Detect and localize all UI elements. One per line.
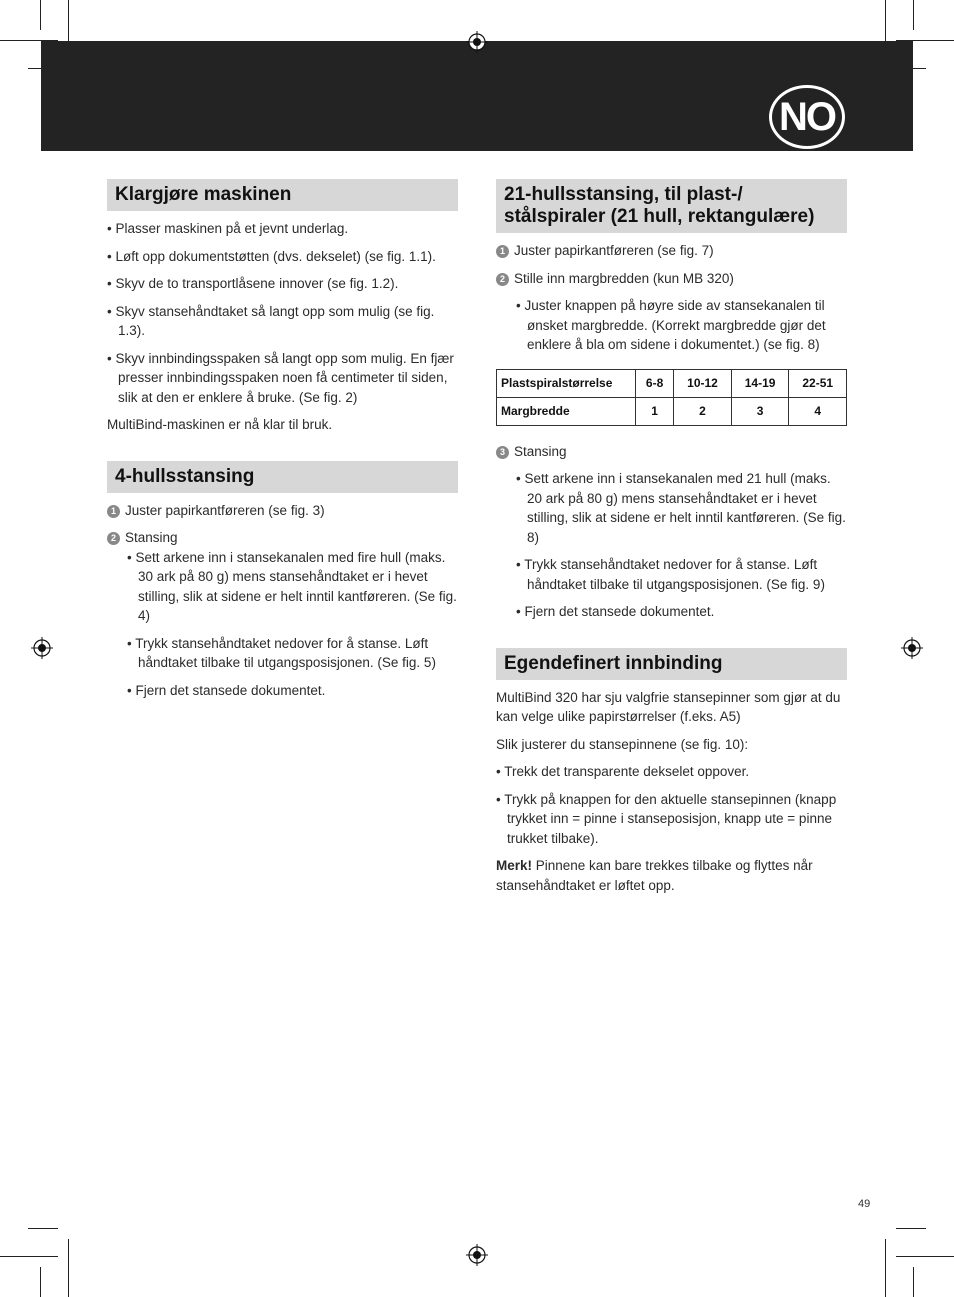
note-paragraph — [496, 856, 847, 895]
step-text: Juster papirkantføreren (se fig. 3) — [125, 502, 325, 518]
paragraph: Slik justerer du stansepinnene (se fig. 10): — [496, 736, 749, 752]
list-item: • Fjern det stansede dokumentet. — [127, 682, 326, 698]
list-item: • Skyv stansehåndtaket så langt opp som mulig (se fig. 1.3). — [107, 303, 435, 338]
step-text: Stansing — [125, 530, 178, 545]
paragraph: MultiBind 320 har sju valgfrie stansepinner som gjør at du kan velge ulike papirstørrelser (f.eks. A5) — [496, 689, 841, 724]
registration-mark-icon — [466, 1244, 488, 1266]
registration-mark-icon — [31, 637, 53, 659]
crop-mark — [913, 0, 914, 30]
crop-mark — [896, 40, 954, 41]
section-heading: Klargjøre maskinen — [107, 179, 458, 211]
table-cell: 22-51 — [789, 369, 847, 397]
language-code: NO — [779, 94, 835, 139]
table-cell: 1 — [636, 397, 674, 425]
registration-mark-icon — [466, 31, 488, 53]
list-item: • Skyv de to transportlåsene innover (se fig. 1.2). — [107, 276, 399, 291]
crop-mark — [896, 68, 926, 69]
section-heading: Egendefinert innbinding — [496, 648, 847, 680]
crop-mark — [0, 1256, 58, 1257]
table-cell: 14-19 — [731, 369, 789, 397]
step-item — [107, 501, 458, 521]
paragraph: MultiBind-maskinen er nå klar til bruk. — [107, 417, 333, 432]
list-item: • Løft opp dokumentstøtten (dvs. dekselet) (se fig. 1.1). — [107, 248, 436, 264]
table-cell: 6-8 — [636, 369, 674, 397]
step-number-badge: 3 — [496, 446, 509, 459]
list-item: • Juster knappen på høyre side av stansekanalen til ønsket margbredde. (Korrekt margbredde gjør det enklere å bla om sidene i dokumentet.) (se fig. 8) — [516, 298, 826, 352]
crop-mark — [68, 1239, 69, 1297]
step-text: Juster papirkantføreren (se fig. 7) — [514, 243, 714, 258]
crop-mark — [40, 0, 41, 30]
table-row — [497, 397, 847, 425]
section-heading: 21-hullsstansing, til plast-/ stålspiraler (21 hull, rektangulære) — [496, 179, 847, 233]
crop-mark — [885, 1239, 886, 1297]
page-number: 49 — [858, 1198, 871, 1210]
step-item — [496, 269, 847, 289]
step-text: Stansing — [514, 443, 567, 459]
crop-mark — [913, 1267, 914, 1297]
list-item: • Trykk stansehåndtaket nedover for å stanse. Løft håndtaket tilbake til utgangsposisjonen. (Se fig. 9) — [516, 557, 825, 592]
table-cell: 2 — [674, 397, 732, 425]
table-cell: Margbredde — [497, 397, 636, 425]
table-cell: 10-12 — [674, 369, 732, 397]
crop-mark — [40, 1267, 41, 1297]
registration-mark-icon — [901, 637, 923, 659]
margin-width-table — [496, 369, 847, 426]
step-number-badge: 1 — [107, 505, 120, 518]
step-number-badge: 2 — [107, 532, 120, 545]
step-item — [496, 241, 847, 261]
crop-mark — [896, 1256, 954, 1257]
list-item: • Trekk det transparente dekselet oppover. — [496, 764, 750, 779]
step-text: Stille inn margbredden (kun MB 320) — [514, 270, 734, 286]
crop-mark — [896, 1228, 926, 1229]
crop-mark — [28, 1228, 58, 1229]
language-badge — [769, 85, 845, 149]
step-item — [496, 442, 847, 462]
list-item: • Skyv innbindingsspaken så langt opp som mulig. En fjær presser innbindingsspaken noen få centimeter til siden, slik at den er enklere å bruke. (Se fig. 2) — [107, 350, 454, 405]
note-label: Merk! — [496, 858, 533, 873]
list-item: • Trykk stansehåndtaket nedover for å stanse. Løft håndtaket tilbake til utgangsposisjonen. (Se fig. 5) — [127, 635, 436, 670]
note-text: Pinnene kan bare trekkes tilbake og flyttes når stansehåndtaket er løftet opp. — [496, 858, 813, 893]
section-heading: 4-hullsstansing — [107, 461, 458, 493]
table-cell: Plastspiralstørrelse — [497, 369, 636, 397]
list-item: • Plasser maskinen på et jevnt underlag. — [107, 221, 349, 236]
table-cell: 3 — [731, 397, 789, 425]
list-item: • Fjern det stansede dokumentet. — [516, 604, 715, 619]
list-item: • Sett arkene inn i stansekanalen med 21 hull (maks. 20 ark på 80 g) mens stansehåndtaket er i hevet stilling, slik at sidene er helt inntil kantføreren. (Se fig. 8) — [516, 471, 846, 545]
list-item: • Trykk på knappen for den aktuelle stansepinnen (knapp trykket inn = pinne i stanseposisjon, knapp ute = pinne trukket tilbake). — [496, 791, 837, 846]
right-column — [496, 179, 847, 903]
crop-mark — [68, 0, 69, 58]
table-cell: 4 — [789, 397, 847, 425]
step-item — [107, 528, 458, 548]
step-number-badge: 1 — [496, 245, 509, 258]
crop-mark — [0, 40, 58, 41]
crop-mark — [28, 68, 58, 69]
left-column — [107, 179, 458, 708]
table-row — [497, 369, 847, 397]
step-number-badge: 2 — [496, 273, 509, 286]
crop-mark — [885, 0, 886, 58]
list-item: • Sett arkene inn i stansekanalen med fire hull (maks. 30 ark på 80 g) mens stansehåndtaket er i hevet stilling, slik at sidene er helt inntil kantføreren. (Se fig. 4) — [127, 549, 457, 623]
